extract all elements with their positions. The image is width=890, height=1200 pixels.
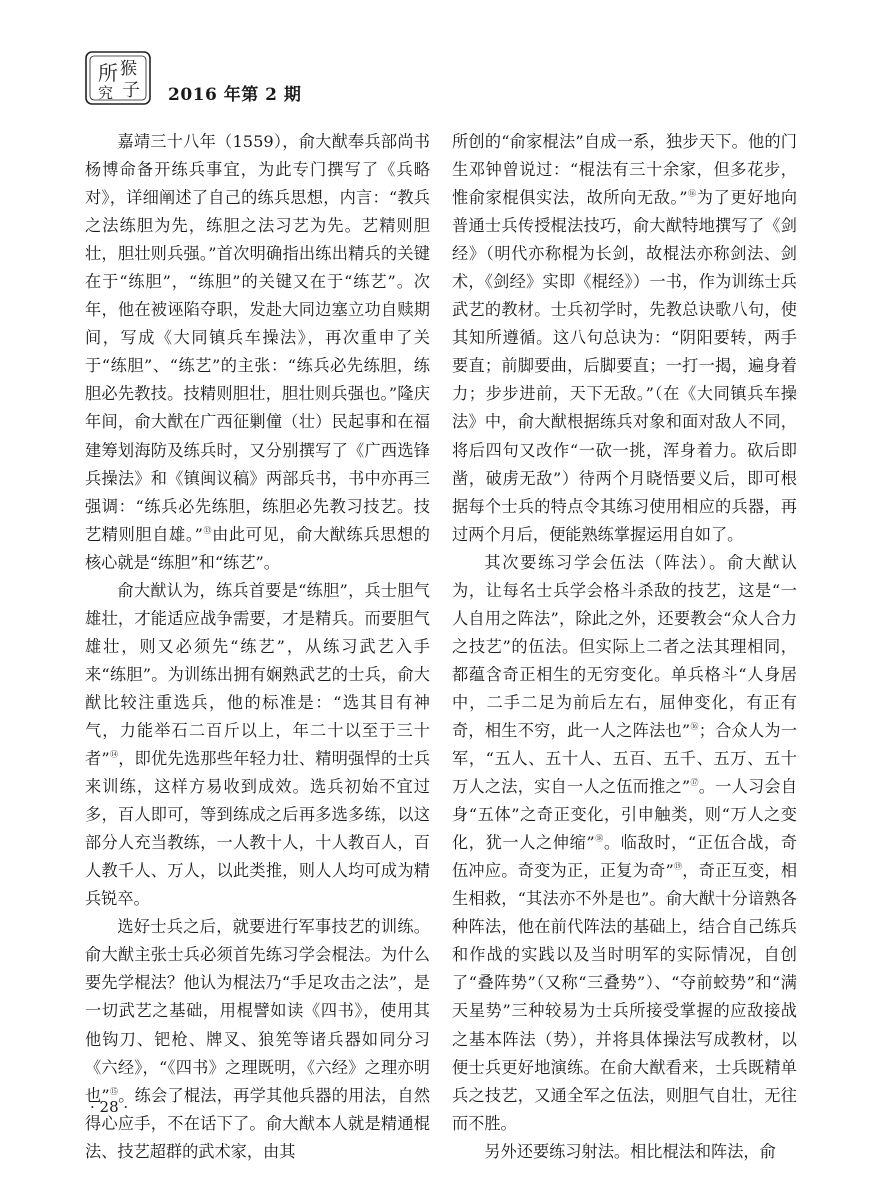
journal-logo (84, 50, 154, 108)
paragraph: 另外还要练习射法。相比棍法和阵法，俞 (484, 1141, 776, 1161)
footnote-marker: ⑯ (690, 721, 699, 731)
svg-text:子: 子 (122, 80, 140, 101)
footnote-marker: ⑲ (673, 862, 683, 872)
running-header (84, 48, 804, 108)
footnote-marker: ⑬ (202, 525, 213, 535)
svg-text:究: 究 (98, 84, 114, 102)
footnote-marker: ⑮ (109, 1086, 119, 1096)
paragraph: 选好士兵之后，就要进行军事技艺的训练。俞大猷主张士兵必须首先练习学会棍法。为什么要先学棍法？他认为棍法乃“手足攻击之法”，是一切武艺之基础，用棍譬如读《四书》，使用其他钩刀、钯枪、牌叉、狼筅等诸兵器如同分习《六经》，“《四书》之理既明，《六经》之理亦明也”⑮。练会了棍法，再学其他兵器的用法，自然得心应手，不在话下了。俞大猷本人就是精通棍法、技艺超群的武术家，由其 (85, 917, 431, 1161)
svg-text:猴: 猴 (120, 59, 137, 79)
footnote-marker: ⑭ (109, 750, 119, 760)
footnote-marker: ⑯ (687, 189, 697, 199)
svg-text:所: 所 (98, 61, 118, 85)
paragraph: 所创的“俞家棍法”自成一系，独步天下。他的门生邓钟曾说过：“棍法有三十余家，但多花步，惟俞家棍俱实法，故所向无敌。”⑯为了更好地向普通士兵传授棍法技巧，俞大猷特地撰写了《剑经》（明代亦称棍为长剑，故棍法亦称剑法、剑术，《剑经》实即《棍经》）一书，作为训练士兵武艺的教材。士兵初学时，先教总诀歌八句，使其知所遵循。这八句总诀为：“阴阳要转，两手要直；前脚要曲，后脚要直；一打一揭，遍身着力；步步进前，天下无敌。”（在《大同镇兵车操法》中，俞大猷根据练兵对象和面对敌人不同，将后四句又改作“一砍一挑，浑身着力。砍后即凿，破虏无敌”）待两个月晓悟要义后，即可根据每个士兵的特点令其练习使用相应的兵器，再过两个月后，便能熟练掌握运用自如了。 (452, 132, 798, 544)
paragraph: 俞大猷认为，练兵首要是“练胆”，兵士胆气雄壮，才能适应战争需要，才是精兵。而要胆气雄壮，则又必须先“练艺”，从练习武艺入手来“练胆”。为训练出拥有娴熟武艺的士兵，俞大猷比较注重选兵，他的标准是：“选其目有神气，力能举石二百斤以上，年二十以至于三十者”⑭，即优先选那些年轻力壮、精明强悍的士兵来训练，这样方易收到成效。选兵初始不宜过多，百人即可，等到练成之后再多选多练，以这部分人充当教练，一人教十人，十人教百人，百人教千人、万人，以此类推，则人人均可成为精兵锐卒。 (85, 580, 431, 909)
footnote-marker: ⑰ (690, 778, 699, 788)
right-column (452, 128, 797, 1166)
issue-label: 2016 年第 2 期 (168, 85, 302, 105)
paragraph: 嘉靖三十八年（1559），俞大猷奉兵部尚书杨博命备开练兵事宜，为此专门撰写了《兵略对》，详细阐述了自己的练兵思想，内言：“教兵之法练胆为先，练胆之法习艺为先。艺精则胆壮，胆壮则兵强。”首次明确指出练出精兵的关键在于“练胆”，“练胆”的关键又在于“练艺”。次年，他在被诬陷夺职，发赴大同边塞立功自赎期间，写成《大同镇兵车操法》，再次重申了关于“练胆”、“练艺”的主张：“练兵必先练胆，练胆必先教技。技精则胆壮，胆壮则兵强也。”隆庆年间，俞大猷在广西征剿僮（壮）民起事和在福建筹划海防及练兵时，又分别撰写了《广西选锋兵操法》和《镇闽议稿》两部兵书，书中亦再三强调：“练兵必先练胆，练胆必先教习技艺。技艺精则胆自雄。”⑬由此可见，俞大猷练兵思想的核心就是“练胆”和“练艺”。 (85, 132, 430, 572)
left-column (85, 128, 430, 1166)
paragraph: 其次要练习学会伍法（阵法）。俞大猷认为，让每名士兵学会格斗杀敌的技艺，这是“一人自用之阵法”，除此之外，还要教会“众人合力之技艺”的伍法。但实际上二者之法其理相同，都蕴含奇正相生的无穷变化。单兵格斗“人身居中，二手二足为前后左右，屈伸变化，有正有奇，相生不穷，此一人之阵法也”⑯；合众人为一军，“五人、五十人、五百、五千、五万、五十万人之法，实自一人之伍而推之”⑰。一人习会自身“五体”之奇正变化，引申触类，则“万人之变化，犹一人之伸缩”⑱。临敌时，“正伍合战，奇伍冲应。奇变为正，正复为奇”⑲，奇正互变，相生相救，“其法亦不外是也”。俞大猷十分谙熟各种阵法，他在前代阵法的基础上，结合自己练兵和作战的实践以及当时明军的实际情况，自创了“叠阵势”（又称“三叠势”）、“夺前蛟势”和“满天星势”三种较易为士兵所接受掌握的应敌接战之基本阵法（势），并将具体操法写成教材，以便士兵更好地演练。在俞大猷看来，士兵既精单兵之技艺，又通全军之伍法，则胆气自壮，无往而不胜。 (452, 552, 798, 1133)
footnote-marker: ⑱ (594, 834, 604, 844)
page-number: · 28 · (90, 1098, 129, 1116)
